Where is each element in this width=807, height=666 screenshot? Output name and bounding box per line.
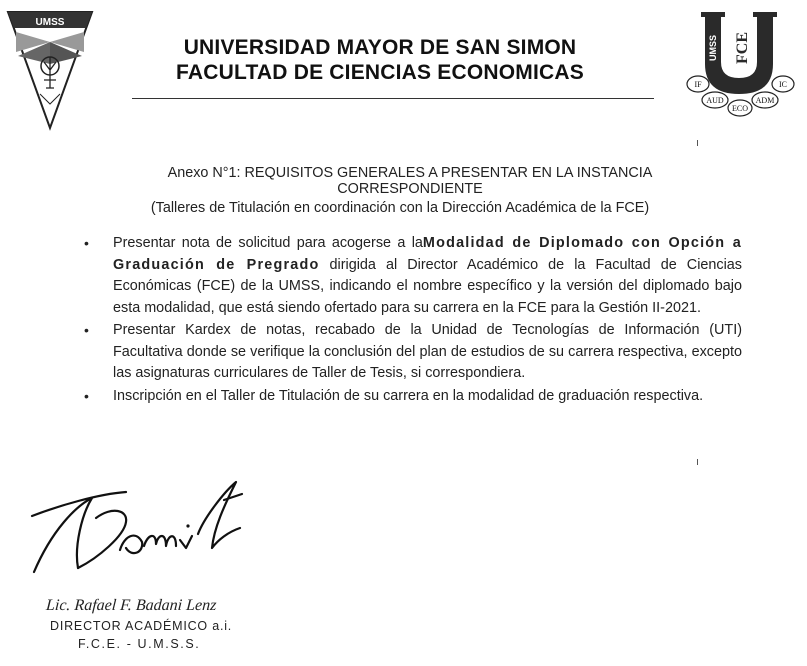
signature	[28, 460, 268, 590]
scan-mark	[697, 459, 698, 465]
list-item	[82, 233, 742, 319]
fce-circle-ic: IC	[779, 80, 787, 89]
list-item	[82, 386, 742, 408]
requirement-1-text: Presentar nota de solicitud para acogerse a la	[113, 235, 423, 251]
annex-subtitle: (Talleres de Titulación en coordinación con la Dirección Académica de la FCE)	[150, 200, 650, 216]
bullet-icon: •	[84, 235, 89, 251]
bullet-icon: •	[84, 322, 89, 338]
fce-circle-if: IF	[694, 80, 702, 89]
annex-title: Anexo N°1: REQUISITOS GENERALES A PRESENTAR EN LA INSTANCIA CORRESPONDIENTE	[167, 165, 653, 197]
bullet-icon: •	[84, 387, 89, 404]
fce-logo	[685, 8, 797, 118]
umss-logo-text: UMSS	[35, 17, 65, 28]
scan-mark	[697, 140, 698, 146]
requirement-1-rest: dirigida al Director Académico de la Facultad de Ciencias Económicas (FCE) de la UMSS, indicando el nombre específico y la versión del diplomado bajo esta modalidad, que está siendo ofertado para su carrera en la FCE para la Gestión II-2021.	[113, 256, 742, 316]
list-item	[82, 320, 742, 385]
fce-circle-eco: ECO	[732, 104, 748, 113]
signatory-unit: F.C.E. - U.M.S.S.	[78, 637, 201, 651]
header-divider	[132, 98, 654, 99]
requirement-2-text: Presentar Kardex de notas, recabado de la Unidad de Tecnologías de Información (UTI) Facultativa donde se verifique la conclusión del plan de estudios de su carrera respectiva, excepto las asignaturas curriculares de Taller de Tesis, si correspondiera.	[113, 322, 742, 381]
faculty-title: FACULTAD DE CIENCIAS ECONOMICAS	[176, 61, 584, 84]
requirement-1-bold: Modalidad de Diplomado con Opción a Graduación de Pregrado	[113, 235, 742, 273]
fce-circle-aud: AUD	[706, 96, 724, 105]
fce-circle-adm: ADM	[755, 96, 775, 105]
signatory-name: Lic. Rafael F. Badani Lenz	[45, 597, 218, 614]
university-title: UNIVERSIDAD MAYOR DE SAN SIMON	[183, 36, 577, 59]
fce-logo-vertical-text: UMSS	[708, 34, 718, 62]
umss-logo	[6, 8, 94, 132]
requirement-3-text: Inscripción en el Taller de Titulación de su carrera en la modalidad de graduación respectiva.	[113, 387, 704, 404]
requirements-list	[82, 233, 742, 408]
signatory-role: DIRECTOR ACADÉMICO a.i.	[50, 619, 233, 633]
fce-logo-letters: FCE	[734, 32, 751, 64]
